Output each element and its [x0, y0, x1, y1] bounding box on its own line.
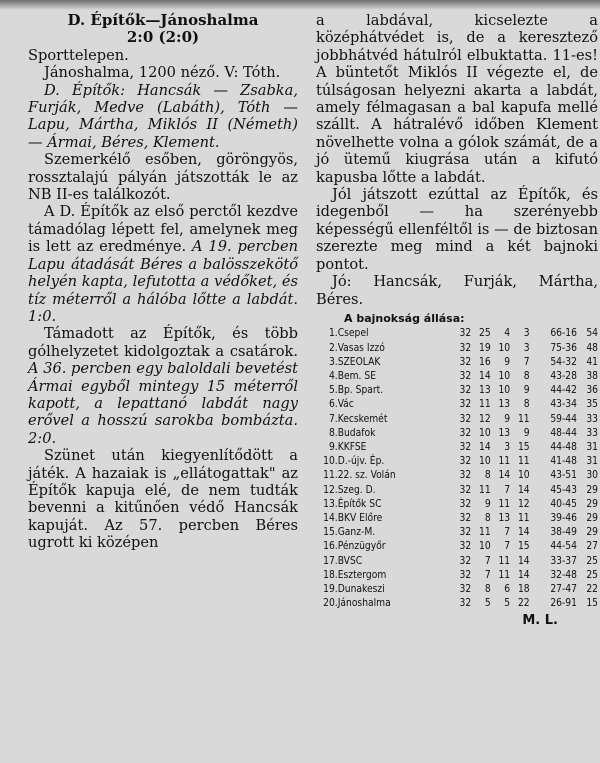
- standings-row: [316, 498, 598, 512]
- standings-cell-goals: 66-16: [550, 328, 577, 340]
- standings-cell-pos: 1.: [328, 328, 338, 340]
- standings-cell-team: Szeg. D.: [337, 484, 376, 496]
- standings-row: [316, 512, 598, 526]
- standings-cell-d: 10: [498, 385, 511, 397]
- standings-cell-m: 32: [459, 527, 472, 539]
- standings-title: A bajnokság állása:: [344, 311, 465, 325]
- standings-row: [316, 398, 598, 412]
- standings-cell-goals: 48-44: [550, 427, 577, 439]
- standings-cell-goals: 43-28: [550, 370, 577, 382]
- standings-cell-l: 8: [523, 370, 530, 382]
- left-column: [28, 12, 298, 552]
- standings-cell-pos: 4.: [328, 370, 338, 382]
- standings-cell-m: 32: [459, 456, 472, 468]
- standings-cell-pts: 29: [586, 512, 598, 524]
- standings-cell-m: 32: [459, 385, 472, 397]
- paragraph-penalty: a labdával, kicselezte a középhátvédet is, de a keresztező jobbhátvéd hátulról elbuktatta. 11-es! A büntetőt Miklós II végezte el, de túlságosan helyezni akarta a labdát, amely félmagasan a bal kapufa mellé szállt. A hátralévő időben Klement növelhette volna a gólok számát, de a jó ütemű kiugrása után a kifutó kapusba lőtte a labdát.: [316, 12, 598, 186]
- standings-cell-goals: 32-48: [550, 569, 577, 581]
- standings-cell-goals: 44-54: [550, 541, 577, 553]
- match-title: D. Építők—Jánoshalma: [67, 11, 259, 29]
- standings-cell-w: 13: [478, 385, 491, 397]
- standings-cell-l: 9: [523, 427, 530, 439]
- standings-row: [316, 555, 598, 569]
- standings-cell-l: 14: [517, 569, 530, 581]
- standings-cell-pos: 5.: [328, 385, 338, 397]
- standings-cell-l: 9: [523, 385, 530, 397]
- standings-cell-team: Építők SC: [337, 498, 382, 510]
- standings-cell-goals: 75-36: [550, 342, 577, 354]
- standings-cell-w: 10: [478, 541, 491, 553]
- standings-cell-m: 32: [459, 498, 472, 510]
- standings-cell-goals: 44-48: [550, 441, 577, 453]
- standings-row: [316, 469, 598, 483]
- author-signature: M. L.: [522, 613, 558, 629]
- standings-cell-pts: 31: [586, 441, 598, 453]
- standings-cell-w: 9: [484, 498, 491, 510]
- standings-cell-pts: 36: [586, 385, 598, 397]
- standings-cell-pos: 17.: [323, 555, 338, 567]
- standings-cell-team: Csepel: [337, 328, 369, 340]
- standings-cell-m: 32: [459, 484, 472, 496]
- first-goal-description: A 19. percben Lapu átadását Béres a balösszekötő helyén kapta, lefutotta a védőket, és tíz méterről a hálóba lőtte a labdát. 1:0.: [28, 238, 299, 325]
- standings-cell-d: 14: [498, 470, 511, 482]
- standings-cell-pos: 16.: [323, 541, 338, 553]
- standings-cell-l: 14: [517, 527, 530, 539]
- standings-cell-team: Vasas Izzó: [337, 342, 385, 354]
- standings-cell-pos: 15.: [323, 527, 338, 539]
- standings-row: [316, 327, 598, 341]
- paragraph-summary: Jól játszott ezúttal az Építők, és idegenből — ha szerényebb képességű ellenféltől is — de biztosan szerezte meg mind a két bajnoki pontot.: [316, 186, 598, 273]
- standings-cell-m: 32: [459, 399, 472, 411]
- standings-cell-pts: 29: [586, 484, 598, 496]
- standings-cell-d: 6: [504, 583, 511, 595]
- standings-cell-d: 7: [504, 527, 511, 539]
- standings-cell-pos: 3.: [328, 356, 338, 368]
- standings-cell-d: 11: [498, 456, 511, 468]
- standings-cell-w: 14: [478, 441, 491, 453]
- standings-cell-pts: 31: [586, 456, 598, 468]
- standings-row: [316, 342, 598, 356]
- standings-cell-team: Jánoshalma: [337, 598, 391, 610]
- standings-row: [316, 484, 598, 498]
- standings-cell-d: 7: [504, 484, 511, 496]
- standings-cell-l: 3: [523, 328, 530, 340]
- standings-cell-goals: 43-51: [550, 470, 577, 482]
- standings-cell-pos: 12.: [323, 484, 338, 496]
- standings-cell-pos: 2.: [328, 342, 338, 354]
- standings-cell-team: D.-újv. Ép.: [337, 456, 385, 468]
- standings-cell-team: Dunakeszi: [337, 583, 385, 595]
- standings-cell-l: 15: [517, 541, 530, 553]
- venue-text: Sporttelepen.: [28, 46, 129, 64]
- standings-cell-pts: 48: [586, 342, 598, 354]
- match-score: 2:0 (2:0): [126, 28, 200, 47]
- standings-cell-w: 11: [478, 399, 491, 411]
- standings-cell-pos: 8.: [328, 427, 338, 439]
- standings-cell-m: 32: [459, 569, 472, 581]
- standings-row: [316, 455, 598, 469]
- standings-cell-d: 13: [498, 399, 511, 411]
- standings-row: [316, 413, 598, 427]
- standings-cell-l: 10: [517, 470, 530, 482]
- standings-cell-pos: 7.: [328, 413, 338, 425]
- standings-row: [316, 569, 598, 583]
- standings-cell-m: 32: [459, 583, 472, 595]
- standings-row: [316, 597, 598, 611]
- standings-cell-goals: 39-46: [550, 512, 577, 524]
- standings-cell-d: 10: [498, 370, 511, 382]
- standings-cell-m: 32: [459, 328, 472, 340]
- standings-cell-l: 11: [517, 456, 530, 468]
- standings-cell-pos: 10.: [323, 456, 338, 468]
- standings-cell-l: 8: [523, 399, 530, 411]
- standings-cell-team: 22. sz. Volán: [337, 470, 396, 482]
- standings-cell-goals: 59-44: [550, 413, 577, 425]
- standings-cell-m: 32: [459, 342, 472, 354]
- standings-cell-w: 10: [478, 456, 491, 468]
- standings-row: [316, 441, 598, 455]
- standings-cell-team: SZEOLAK: [337, 356, 381, 368]
- standings-cell-goals: 26-91: [550, 598, 577, 610]
- standings-cell-pts: 30: [586, 470, 598, 482]
- standings-cell-w: 7: [484, 569, 491, 581]
- standings-cell-w: 12: [478, 413, 491, 425]
- standings-cell-d: 11: [498, 569, 511, 581]
- paragraph-weather: Szemerkélő esőben, göröngyös, rossztalajú pályán játszották le az NB II-es találkozót.: [28, 151, 298, 204]
- standings-cell-m: 32: [459, 356, 472, 368]
- standings-cell-pts: 29: [586, 498, 598, 510]
- standings-cell-w: 5: [484, 598, 491, 610]
- standings-cell-w: 19: [478, 342, 491, 354]
- standings-cell-goals: 54-32: [550, 356, 577, 368]
- standings-cell-w: 8: [484, 470, 491, 482]
- standings-cell-team: Esztergom: [337, 569, 387, 581]
- standings-cell-pos: 11.: [323, 470, 338, 482]
- standings-cell-l: 14: [517, 484, 530, 496]
- standings-row: [316, 583, 598, 597]
- standings-cell-d: 7: [504, 541, 511, 553]
- standings-cell-team: Ganz-M.: [337, 527, 376, 539]
- standings-cell-team: BVSC: [337, 555, 363, 567]
- standings-cell-m: 32: [459, 427, 472, 439]
- standings-cell-d: 10: [498, 342, 511, 354]
- first-goal-intro: A D. Építők az első perctől kezdve támadólag lépett fel, amelynek meg is lett az eredménye.: [28, 203, 298, 256]
- standings-row: [316, 384, 598, 398]
- standings-cell-pos: 19.: [323, 583, 338, 595]
- standings-cell-w: 8: [484, 512, 491, 524]
- standings-cell-goals: 40-45: [550, 498, 577, 510]
- match-info: Jánoshalma, 1200 néző. V: Tóth.: [44, 64, 281, 82]
- standings-cell-pts: 27: [586, 541, 598, 553]
- standings-cell-l: 18: [517, 583, 530, 595]
- standings-cell-m: 32: [459, 541, 472, 553]
- standings-cell-goals: 45-43: [550, 484, 577, 496]
- standings-cell-pos: 13.: [323, 498, 338, 510]
- standings-cell-pos: 6.: [328, 399, 338, 411]
- standings-cell-w: 8: [484, 583, 491, 595]
- standings-cell-pts: 33: [586, 413, 598, 425]
- standings-cell-d: 9: [504, 356, 511, 368]
- standings-cell-m: 32: [459, 512, 472, 524]
- standings-cell-team: Bp. Spart.: [337, 385, 384, 397]
- standings-cell-l: 11: [517, 512, 530, 524]
- standings-cell-w: 11: [478, 527, 491, 539]
- standings-cell-goals: 27-47: [550, 583, 577, 595]
- standings-cell-team: BKV Előre: [337, 512, 383, 524]
- right-column: [316, 12, 598, 630]
- standings-cell-goals: 41-48: [550, 456, 577, 468]
- second-goal-intro: Támadott az Építők, és több gólhelyzetet kidolgoztak a csatárok.: [28, 325, 298, 360]
- standings-row: [316, 370, 598, 384]
- standings-cell-goals: 33-37: [550, 555, 577, 567]
- paragraph-second-half: Szünet után kiegyenlítődött a játék. A hazaiak is „ellátogattak" az Építők kapuja elé, de nem tudták bevenni a kitűnően védő Hancsák kapuját. Az 57. percben Béres ugrott ki középen: [28, 447, 298, 552]
- standings-cell-pos: 20.: [323, 598, 338, 610]
- standings-cell-pos: 18.: [323, 569, 338, 581]
- standings-cell-w: 11: [478, 484, 491, 496]
- standings-cell-w: 16: [478, 356, 491, 368]
- standings-cell-d: 11: [498, 498, 511, 510]
- standings-cell-d: 9: [504, 413, 511, 425]
- standings-cell-d: 13: [498, 512, 511, 524]
- standings-cell-team: Budafok: [337, 427, 376, 439]
- standings-row: [316, 526, 598, 540]
- standings-cell-d: 5: [504, 598, 511, 610]
- standings-cell-team: Pénzügyőr: [337, 541, 386, 553]
- standings-cell-l: 3: [523, 342, 530, 354]
- standings-cell-d: 13: [498, 427, 511, 439]
- standings-cell-pts: 15: [586, 598, 598, 610]
- standings-cell-l: 14: [517, 555, 530, 567]
- standings-cell-pts: 25: [586, 569, 598, 581]
- standings-cell-goals: 38-49: [550, 527, 577, 539]
- paragraph-first-goal: [28, 203, 298, 325]
- standings-cell-l: 11: [517, 413, 530, 425]
- standings-cell-pos: 14.: [323, 512, 338, 524]
- standings-cell-m: 32: [459, 555, 472, 567]
- standings-cell-pts: 22: [586, 583, 598, 595]
- standings-cell-pts: 25: [586, 555, 598, 567]
- standings-cell-d: 11: [498, 555, 511, 567]
- standings-cell-team: Kecskemét: [337, 413, 388, 425]
- team-lineup: D. Építők: Hancsák — Zsabka, Furják, Medve (Labáth), Tóth — Lapu, Mártha, Miklós II (Németh) — Ármai, Béres, Klement.: [28, 81, 298, 151]
- paragraph-second-goal: [28, 325, 298, 447]
- clipped-headline-strip: [0, 0, 600, 10]
- standings-cell-goals: 43-34: [550, 399, 577, 411]
- standings-cell-l: 15: [517, 441, 530, 453]
- standings-row: [316, 427, 598, 441]
- standings-cell-m: 32: [459, 413, 472, 425]
- standings-cell-pos: 9.: [328, 441, 338, 453]
- standings-cell-d: 3: [504, 441, 511, 453]
- standings-cell-d: 4: [504, 328, 511, 340]
- standings-cell-l: 7: [523, 356, 530, 368]
- standings-cell-pts: 29: [586, 527, 598, 539]
- standings-cell-m: 32: [459, 470, 472, 482]
- standings-cell-pts: 35: [586, 399, 598, 411]
- standings-cell-team: Vác: [337, 399, 354, 411]
- standings-cell-w: 25: [478, 328, 491, 340]
- second-goal-description: A 36. percben egy baloldali bevetést Ármai egyből mintegy 15 méterről kapott, a lepattanó labdát nagy erővel a hosszú sarokba bombázta. 2:0.: [28, 360, 298, 447]
- standings-cell-m: 32: [459, 370, 472, 382]
- good-players: Jó: Hancsák, Furják, Mártha, Béres.: [316, 273, 598, 308]
- standings-cell-w: 7: [484, 555, 491, 567]
- standings-cell-l: 12: [517, 498, 530, 510]
- standings-cell-m: 32: [459, 441, 472, 453]
- standings-cell-team: KKFSE: [337, 441, 367, 453]
- standings-cell-m: 32: [459, 598, 472, 610]
- standings-cell-w: 10: [478, 427, 491, 439]
- standings-table: [316, 327, 598, 611]
- standings-cell-pts: 33: [586, 427, 598, 439]
- standings-cell-pts: 38: [586, 370, 598, 382]
- standings-row: [316, 540, 598, 554]
- standings-cell-pts: 41: [586, 356, 598, 368]
- standings-cell-l: 22: [517, 598, 530, 610]
- standings-row: [316, 356, 598, 370]
- standings-cell-w: 14: [478, 370, 491, 382]
- standings-cell-pts: 54: [586, 328, 598, 340]
- standings-cell-team: Bem. SE: [337, 370, 376, 382]
- standings-cell-goals: 44-42: [550, 385, 577, 397]
